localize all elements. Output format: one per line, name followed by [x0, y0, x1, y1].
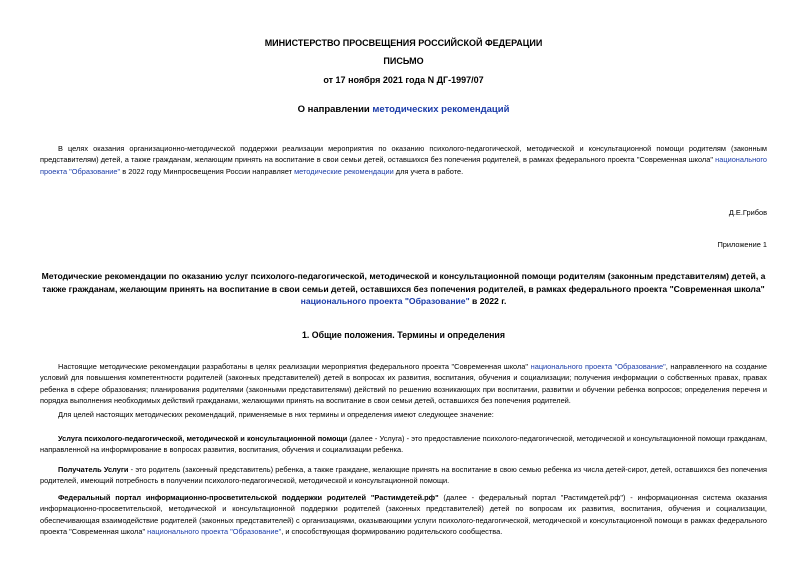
- text-run: Настоящие методические рекомендации разработаны в целях реализации мероприятия федерального проекта "Современная школа": [58, 362, 531, 371]
- signature: Д.Е.Грибов: [728, 208, 767, 217]
- term: Получатель Услуги: [58, 465, 129, 474]
- national-project-link[interactable]: национального проекта "Образование": [147, 526, 282, 536]
- section-paragraph: [40, 361, 767, 406]
- text-run: , и способствующая формированию родительского сообщества.: [281, 526, 503, 536]
- subject-link[interactable]: методических рекомендаций: [372, 104, 510, 115]
- term: Услуга психолого-педагогической, методической и консультационной помощи: [58, 434, 348, 443]
- definition-recipient: [40, 464, 767, 487]
- text-run: В целях оказания организационно-методической поддержки реализации мероприятия по оказанию психолого-педагогической, методической и консультационной помощи родителям (законным представителям) детей, а также гражданам, желающим принять на воспитание в свои семьи детей, оставшихся без попечения родителей, в рамках федерального проекта "Современная школа": [40, 144, 767, 165]
- letter-paragraph: [40, 143, 767, 177]
- document-type: ПИСЬМО: [383, 56, 424, 66]
- national-project-link[interactable]: национального проекта "Образование": [530, 362, 666, 371]
- subject-prefix: О направлении: [297, 104, 373, 115]
- text-run: в 2022 г.: [469, 296, 507, 306]
- text-run: - это родитель (законный представитель) ребенка, а также граждане, желающие принять на воспитание в свою семью ребенка из числа детей-сирот, детей, оставшихся без попечения родителей, имеющий потребность в получении психолого-педагогической, методической и консультационной помощи.: [40, 465, 767, 486]
- recommendations-link[interactable]: методические рекомендации: [294, 166, 394, 176]
- section-title: 1. Общие положения. Термины и определения: [302, 330, 505, 340]
- recommendations-title: [40, 270, 767, 308]
- definition-service: [40, 433, 767, 456]
- text-run: для учета в работе.: [393, 166, 464, 176]
- text-run: (далее - федеральный портал "Растимдетей.рф") - информационная система оказания информационно-просветительской, методической и консультационной поддержки родителей (законных представителей) детей по вопросам их развития, воспитания, обучения и социализации, обеспечивающая взаимодействие родителей (законных представителей) с организациями, оказывающими услуги психолого-педагогической, методической и консультационной помощи в рамках федерального проекта "Современная школа": [40, 493, 767, 536]
- text-run: Методические рекомендации по оказанию услуг психолого-педагогической, методической и консультационной помощи родителям (законным представителям) детей, а также гражданам, желающим принять на воспитание в свои семьи детей, оставшихся без попечения родителей, в рамках федерального проекта "Современная школа": [41, 271, 766, 294]
- term: Федеральный портал информационно-просветительской поддержки родителей "Растимдетей.рф": [58, 493, 439, 502]
- national-project-link[interactable]: национального проекта "Образование": [40, 155, 767, 176]
- section-paragraph: Для целей настоящих методических рекомендаций, применяемые в них термины и определения имеют следующее значение:: [58, 410, 494, 419]
- appendix-label: Приложение 1: [717, 240, 767, 249]
- definition-portal: [40, 492, 767, 537]
- document-date-number: от 17 ноября 2021 года N ДГ-1997/07: [323, 75, 484, 85]
- national-project-link[interactable]: национального проекта "Образование": [300, 296, 470, 306]
- text-run: (далее - Услуга) - это предоставление психолого-педагогической, методической и консультационной помощи гражданам, направленной на информирование в вопросах развития, воспитания, обучения и социализации ребенка.: [40, 434, 768, 455]
- ministry-heading: МИНИСТЕРСТВО ПРОСВЕЩЕНИЯ РОССИЙСКОЙ ФЕДЕРАЦИИ: [264, 38, 543, 48]
- text-run: , направленного на создание условий для повышения компетентности родителей (законных представителей) детей в вопросах их развития, воспитания, обучения и социализации; получения информации о собственных правах, правах ребенка в сфере образования; планирования родителями (законными представителями) действий по решению возникающих при воспитании, развитии и обучении ребенка вопросов; определения перечня и порядка выполнения необходимых действий гражданами, желающими принять на воспитание в свои семьи детей, оставшихся без попечения родителей.: [40, 362, 767, 405]
- text-run: в 2022 году Минпросвещения России направляет: [120, 166, 295, 176]
- document-subject: [0, 104, 807, 115]
